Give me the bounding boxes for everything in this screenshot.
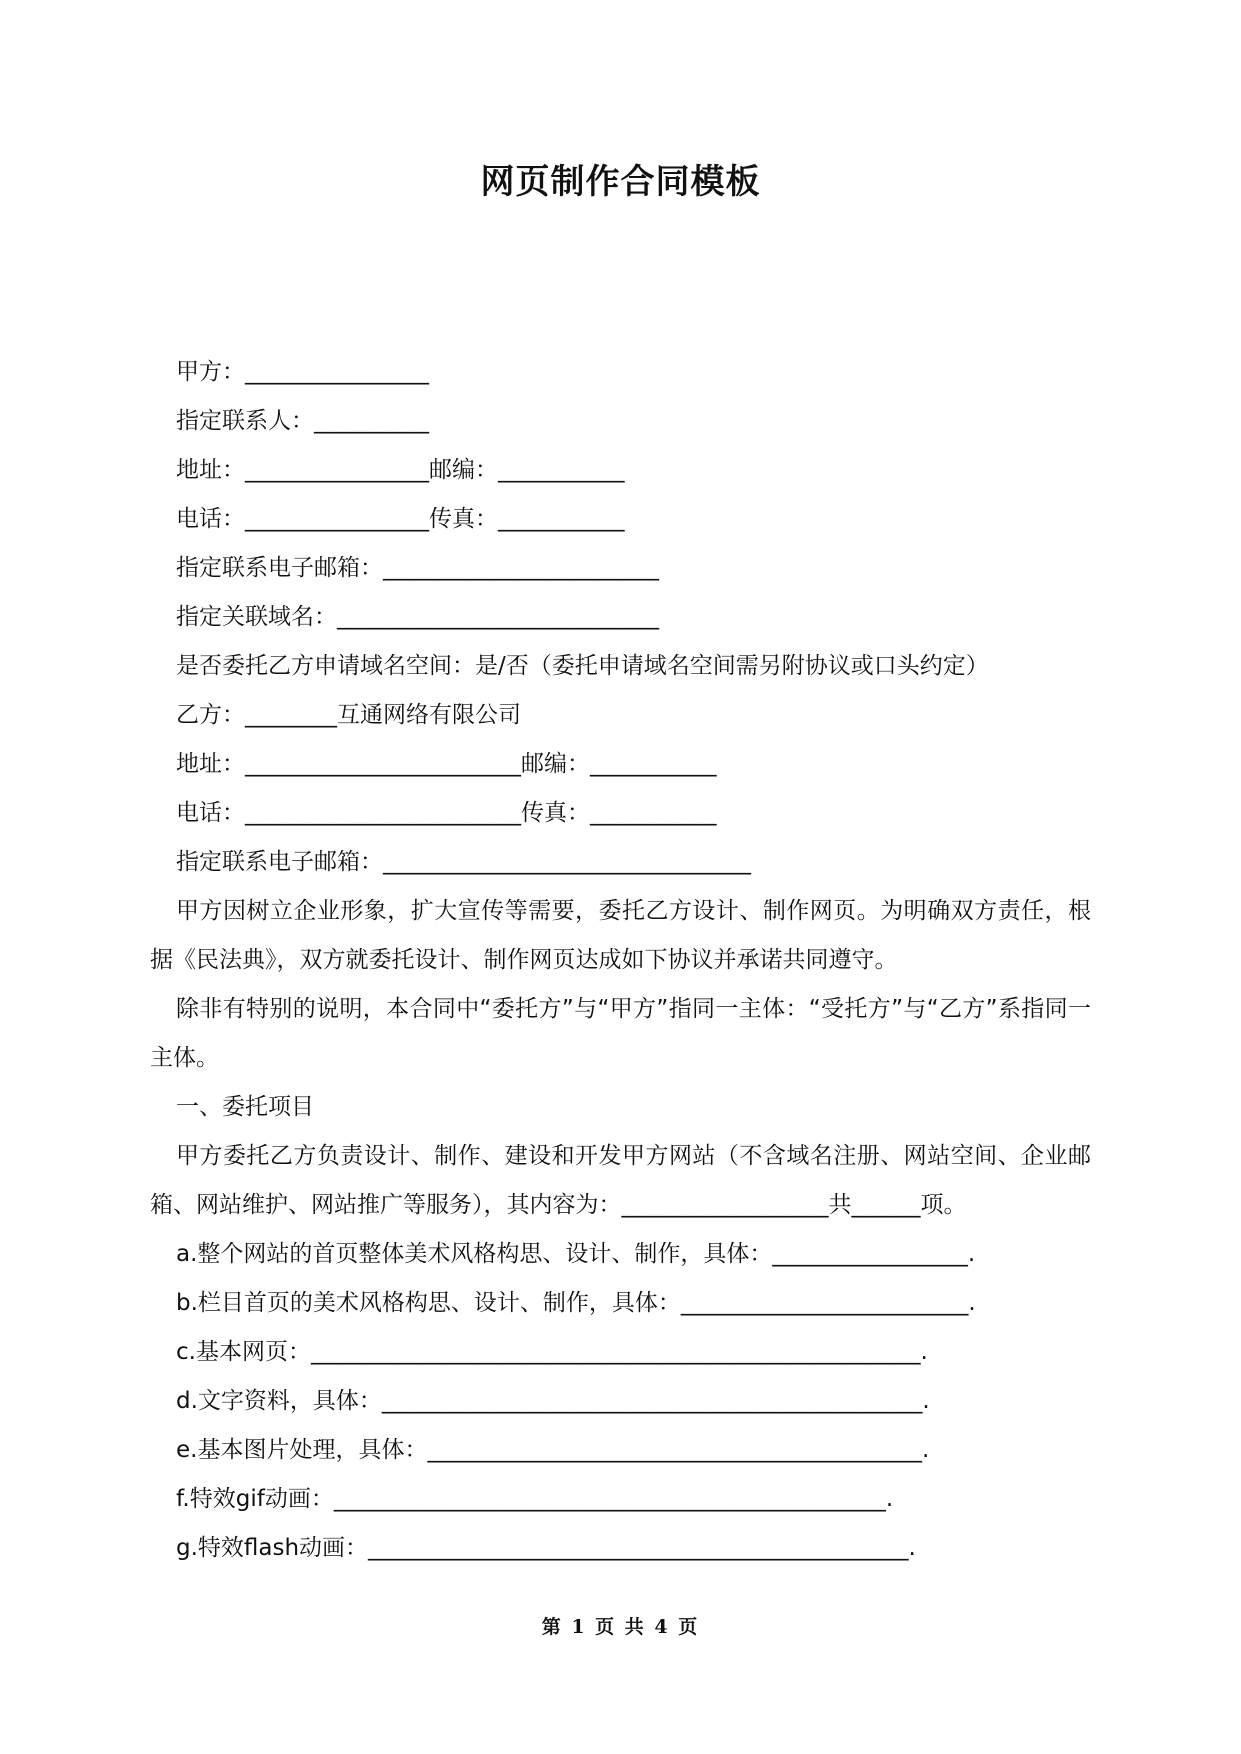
party-a-name: 甲方：________________ xyxy=(176,359,429,385)
section-1-heading: 一、委托项目 xyxy=(176,1094,314,1120)
item-g: g.特效flash动画：_______________________________________________. xyxy=(176,1535,916,1561)
item-a: a.整个网站的首页整体美术风格构思、设计、制作，具体：_________________. xyxy=(176,1241,976,1267)
document-title: 网页制作合同模板 xyxy=(480,162,761,202)
party-a-contact: 指定联系人：__________ xyxy=(176,408,429,434)
party-a-domain: 指定关联域名：____________________________ xyxy=(176,604,659,630)
item-b: b.栏目首页的美术风格构思、设计、制作，具体：_________________________. xyxy=(176,1290,976,1316)
contract-body xyxy=(150,348,1091,1573)
party-a-phone: 电话：________________传真：___________ xyxy=(176,506,625,532)
party-b-phone: 电话：________________________传真：___________ xyxy=(176,800,717,826)
party-a-email: 指定联系电子邮箱：________________________ xyxy=(176,555,659,581)
party-b-address: 地址：________________________邮编：___________ xyxy=(176,751,717,777)
domain-request: 是否委托乙方申请域名空间：是/否（委托申请域名空间需另附协议或口头约定） xyxy=(176,653,989,679)
item-c: c.基本网页：_____________________________________________________. xyxy=(176,1339,928,1365)
party-b-email: 指定联系电子邮箱：________________________________ xyxy=(176,849,751,875)
item-f: f.特效gif动画：________________________________________________. xyxy=(176,1486,894,1512)
item-e: e.基本图片处理，具体：___________________________________________. xyxy=(176,1437,930,1463)
definition-paragraph: 除非有特别的说明，本合同中“委托方”与“甲方”指同一主体：“受托方”与“乙方”系指同一主体。 xyxy=(150,996,1091,1071)
item-d: d.文字资料，具体：_______________________________________________. xyxy=(176,1388,930,1414)
section-1-intro: 甲方委托乙方负责设计、制作、建设和开发甲方网站（不含域名注册、网站空间、企业邮箱、网站维护、网站推广等服务），其内容为：__________________共______项。 xyxy=(150,1143,1091,1218)
page-number-footer: 第 1 页 共 4 页 xyxy=(541,1616,700,1638)
preamble-paragraph: 甲方因树立企业形象，扩大宣传等需要，委托乙方设计、制作网页。为明确双方责任，根据《民法典》，双方就委托设计、制作网页达成如下协议并承诺共同遵守。 xyxy=(150,898,1091,973)
party-a-address: 地址：________________邮编：___________ xyxy=(176,457,625,483)
party-b-name: 乙方：________互通网络有限公司 xyxy=(176,702,521,728)
